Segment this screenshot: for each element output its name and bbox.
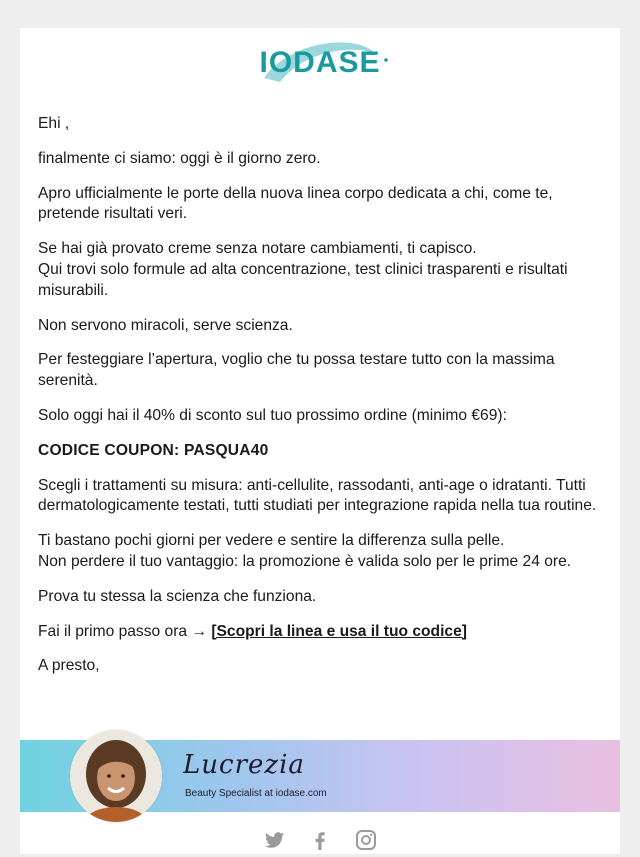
paragraph-try: Prova tu stessa la scienza che funziona. [38,587,317,605]
closing: A presto, [38,657,100,675]
cta-link[interactable]: [Scopri la linea e usa il tuo codice] [211,622,467,640]
greeting: Ehi , [38,115,70,132]
paragraph-treatments: Scegli i trattamenti su misura: anti-cellulite, rassodanti, anti-age o idratanti. Tutti dermatologicamente testati, tutti studiati per integrazione rapida nella tua routine. [38,476,597,515]
signature-title: Beauty Specialist at iodase.com [185,788,327,799]
cta-prefix: Fai il primo passo ora → [38,622,212,640]
paragraph-formulas-line1: Se hai già provato creme senza notare cambiamenti, ti capisco. [38,240,477,258]
paragraph-urgency-line2: Non perdere il tuo vantaggio: la promozione è valida solo per le prime 24 ore. [38,552,572,570]
signature-banner [20,740,620,812]
paragraph-science: Non servono miracoli, serve scienza. [38,316,293,334]
paragraph-discount: Solo oggi hai il 40% di sconto sul tuo prossimo ordine (minimo €69): [38,406,507,424]
iodase-logo[interactable] [250,38,390,86]
email-body [38,114,598,691]
coupon-code: CODICE COUPON: PASQUA40 [38,441,269,459]
paragraph-urgency [38,531,598,573]
cta-line [38,622,598,643]
email-card [20,28,620,854]
social-links [20,828,620,854]
instagram-icon[interactable] [354,828,378,852]
avatar [70,730,162,822]
twitter-icon[interactable] [262,828,286,852]
paragraph-celebration: Per festeggiare l’apertura, voglio che tu possa testare tutto con la massima serenità. [38,351,555,390]
signature-name: Lucrezia [183,750,305,780]
paragraph-formulas [38,239,598,301]
paragraph-intro: finalmente ci siamo: oggi è il giorno zero. [38,149,321,167]
paragraph-launch: Apro ufficialmente le porte della nuova linea corpo dedicata a chi, come te, pretende risultati veri. [38,184,553,223]
paragraph-urgency-line1: Ti bastano pochi giorni per vedere e sentire la differenza sulla pelle. [38,532,505,550]
paragraph-formulas-line2: Qui trovi solo formule ad alta concentrazione, test clinici trasparenti e risultati misurabili. [38,260,568,299]
svg-text:IODASE: IODASE [259,46,381,79]
header [20,28,620,90]
facebook-icon[interactable] [308,828,332,852]
